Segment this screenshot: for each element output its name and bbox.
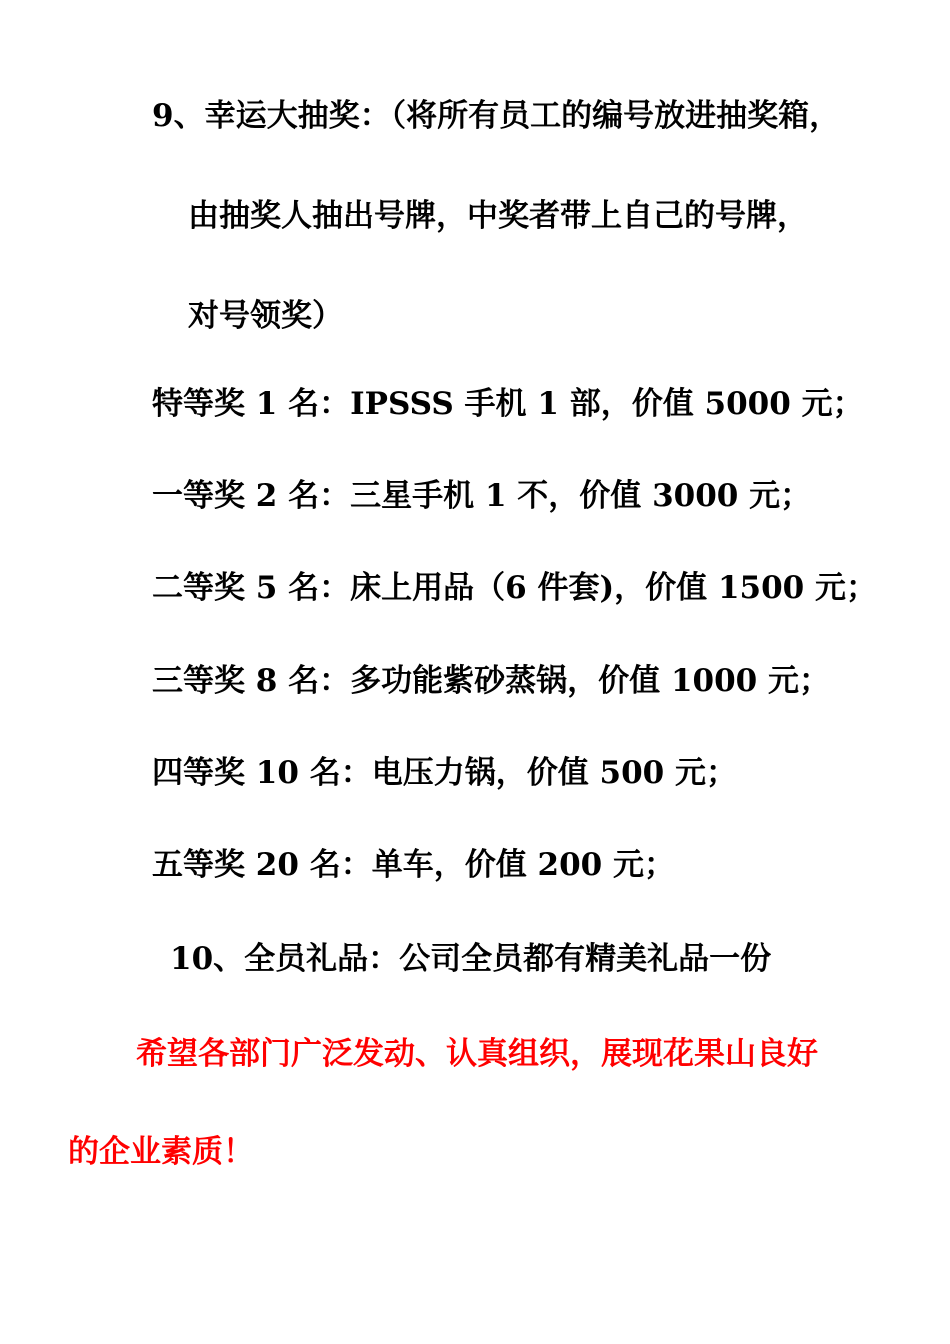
prize-item-fourth: 四等奖 10 名：电压力锅，价值 500 元； bbox=[152, 755, 738, 791]
prize-item-second: 二等奖 5 名：床上用品（6 件套)，价值 1500 元； bbox=[152, 570, 878, 606]
lottery-title-line: 9、幸运大抽奖：（将所有员工的编号放进抽奖箱， bbox=[152, 98, 841, 134]
lottery-description-line: 由抽奖人抽出号牌，中奖者带上自己的号牌， bbox=[188, 198, 808, 234]
gift-line: 10、全员礼品：公司全员都有精美礼品一份 bbox=[170, 941, 772, 977]
closing-line: 的企业素质！ bbox=[68, 1134, 254, 1170]
closing-line: 希望各部门广泛发动、认真组织，展现花果山良好 bbox=[136, 1036, 818, 1072]
prize-item-first: 一等奖 2 名：三星手机 1 不，价值 3000 元； bbox=[152, 478, 812, 514]
prize-item-fifth: 五等奖 20 名：单车，价值 200 元； bbox=[152, 847, 676, 883]
prize-item-special: 特等奖 1 名：IPSSS 手机 1 部，价值 5000 元； bbox=[152, 386, 864, 422]
prize-item-third: 三等奖 8 名：多功能紫砂蒸锅，价值 1000 元； bbox=[152, 663, 831, 699]
lottery-description-line: 对号领奖） bbox=[188, 298, 343, 334]
